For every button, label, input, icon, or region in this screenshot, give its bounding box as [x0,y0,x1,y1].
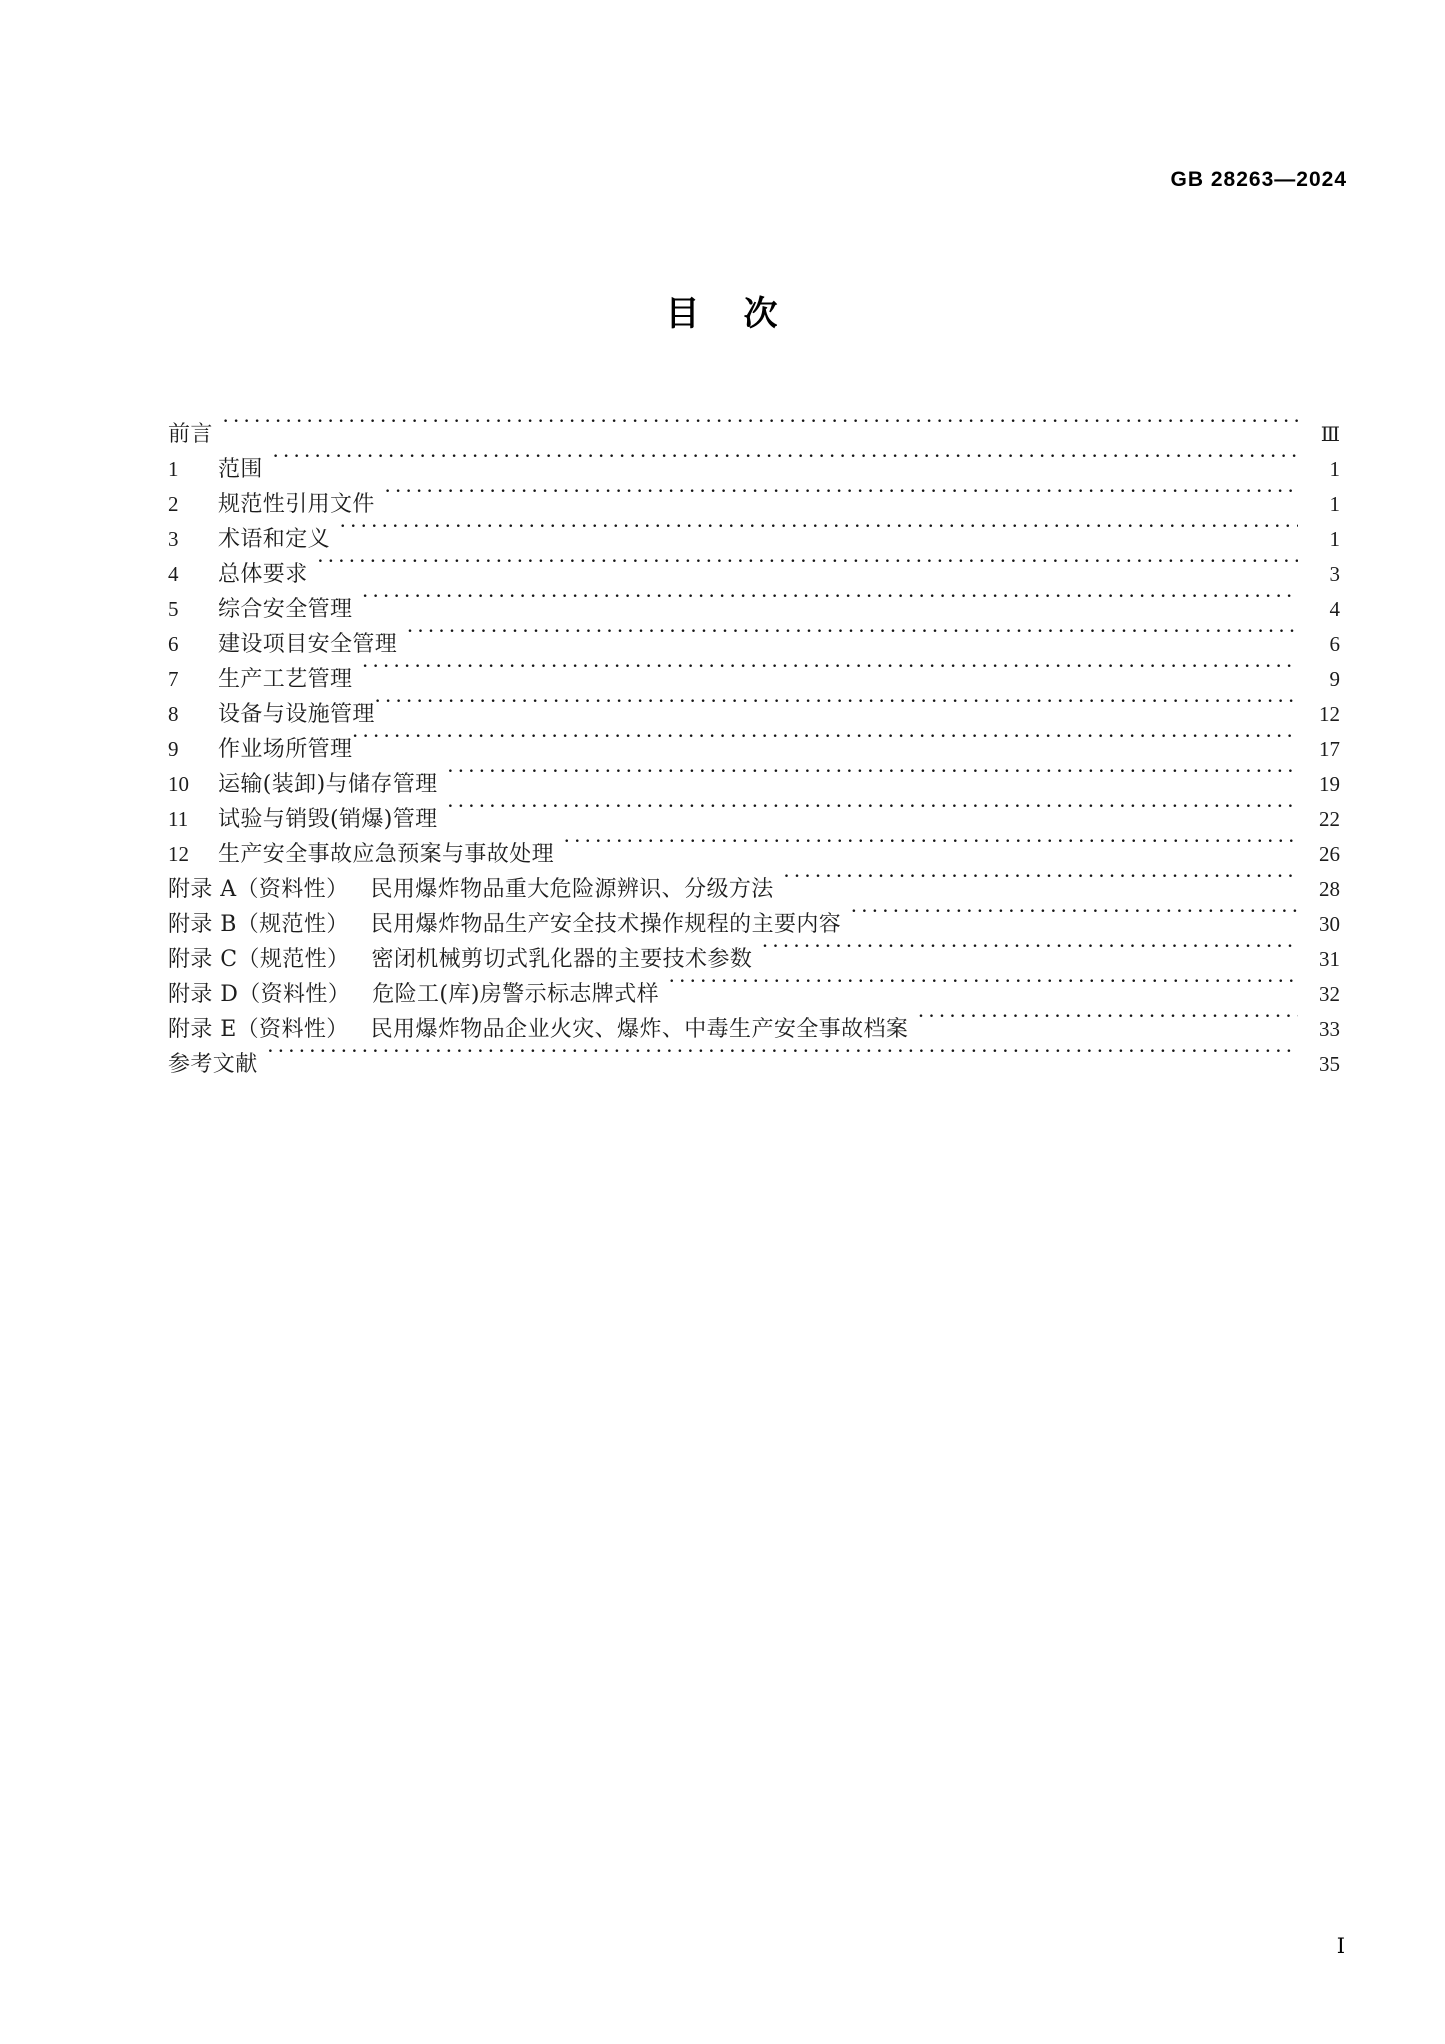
toc-leader-dots [385,476,1298,511]
toc-clause-number: 7 [168,667,179,691]
toc-annex-prefix: 附录 B（规范性） [168,912,349,937]
toc-leader-dots [362,651,1298,686]
table-of-contents [168,406,1340,1077]
toc-page-number: 30 [1319,912,1340,936]
toc-page-number: 19 [1319,772,1340,796]
page-folio: Ⅰ [1336,1934,1345,1958]
toc-leader-dots [669,966,1298,1001]
toc-page-number: 12 [1319,702,1340,726]
toc-leader-dots [762,931,1298,966]
toc-entry-label: 生产工艺管理 [218,667,353,692]
toc-entry-label: 范围 [218,457,263,482]
toc-entry-label: 术语和定义 [218,527,331,552]
toc-annex-prefix: 附录 A（资料性） [168,877,349,902]
toc-entry-label: 民用爆炸物品生产安全技术操作规程的主要内容 [370,912,842,937]
toc-entry-label: 民用爆炸物品重大危险源辨识、分级方法 [370,877,774,902]
running-header-standard-number: GB 28263—2024 [1170,168,1347,191]
toc-page-number: 17 [1319,737,1340,761]
toc-leader-dots [375,686,1298,721]
toc-leader-dots [268,1036,1298,1071]
page-title [0,286,1445,335]
toc-clause-number: 4 [168,562,179,586]
toc-clause-number: 6 [168,632,179,656]
toc-entry-label: 危险工(库)房警示标志牌式样 [372,982,660,1007]
toc-annex-prefix: 附录 E（资料性） [168,1017,349,1042]
toc-entry-label: 作业场所管理 [218,737,353,762]
toc-leader-dots [318,546,1298,581]
toc-entry-label: 生产安全事故应急预案与事故处理 [218,842,555,867]
toc-page-number: 28 [1319,877,1340,901]
toc-entry-label: 运输(装卸)与储存管理 [218,772,438,797]
toc-page-number: 3 [1329,562,1340,586]
toc-entry-label: 前言 [168,422,213,447]
toc-entry-label: 建设项目安全管理 [218,632,398,657]
toc-page-number: 31 [1319,947,1340,971]
toc-clause-number: 3 [168,527,179,551]
toc-entry-label: 民用爆炸物品企业火灾、爆炸、中毒生产安全事故档案 [370,1017,909,1042]
toc-entry-label: 设备与设施管理 [218,702,375,727]
toc-annex-prefix: 附录 C（规范性） [168,947,350,972]
toc-entry-label: 综合安全管理 [218,597,353,622]
toc-leader-dots [784,861,1298,896]
toc-leader-dots [340,511,1298,546]
toc-leader-dots [362,581,1298,616]
toc-page-number: 22 [1319,807,1340,831]
toc-page-number: 1 [1329,527,1340,551]
toc-page-number: 1 [1329,457,1340,481]
toc-row[interactable] [168,1036,1340,1077]
toc-row[interactable] [168,581,1340,622]
toc-row[interactable] [168,546,1340,587]
toc-page-number: Ⅲ [1320,422,1340,446]
page-title-char-2: 次 [743,294,780,334]
toc-page-number: 32 [1319,982,1340,1006]
toc-leader-dots [223,406,1298,441]
toc-page-number: 1 [1329,492,1340,516]
toc-clause-number: 2 [168,492,179,516]
page-title-char-1: 目 [665,294,702,334]
toc-leader-dots [564,826,1298,861]
toc-annex-prefix: 附录 D（资料性） [168,982,351,1007]
toc-leader-dots [352,721,1298,756]
toc-clause-number: 1 [168,457,179,481]
toc-leader-dots [918,1001,1298,1036]
toc-leader-dots [851,896,1298,931]
toc-clause-number: 5 [168,597,179,621]
toc-clause-number: 9 [168,737,179,761]
toc-clause-number: 10 [168,772,189,796]
toc-leader-dots [407,616,1298,651]
toc-leader-dots [448,756,1298,791]
toc-page-number: 35 [1319,1052,1340,1076]
toc-row[interactable] [168,406,1340,447]
toc-page-number: 26 [1319,842,1340,866]
toc-leader-dots [273,441,1298,476]
toc-row[interactable] [168,476,1340,517]
toc-clause-number: 8 [168,702,179,726]
toc-row[interactable] [168,441,1340,482]
toc-entry-label: 密闭机械剪切式乳化器的主要技术参数 [371,947,753,972]
toc-clause-number: 11 [168,807,189,831]
toc-page-number: 4 [1329,597,1340,621]
toc-page-number: 6 [1329,632,1340,656]
toc-entry-label: 规范性引用文件 [218,492,375,517]
toc-clause-number: 12 [168,842,189,866]
toc-entry-label: 总体要求 [218,562,308,587]
toc-page-number: 33 [1319,1017,1340,1041]
toc-page-number: 9 [1329,667,1340,691]
toc-entry-label: 参考文献 [168,1052,258,1077]
toc-entry-label: 试验与销毁(销爆)管理 [218,807,438,832]
toc-leader-dots [448,791,1298,826]
toc-row[interactable] [168,511,1340,552]
